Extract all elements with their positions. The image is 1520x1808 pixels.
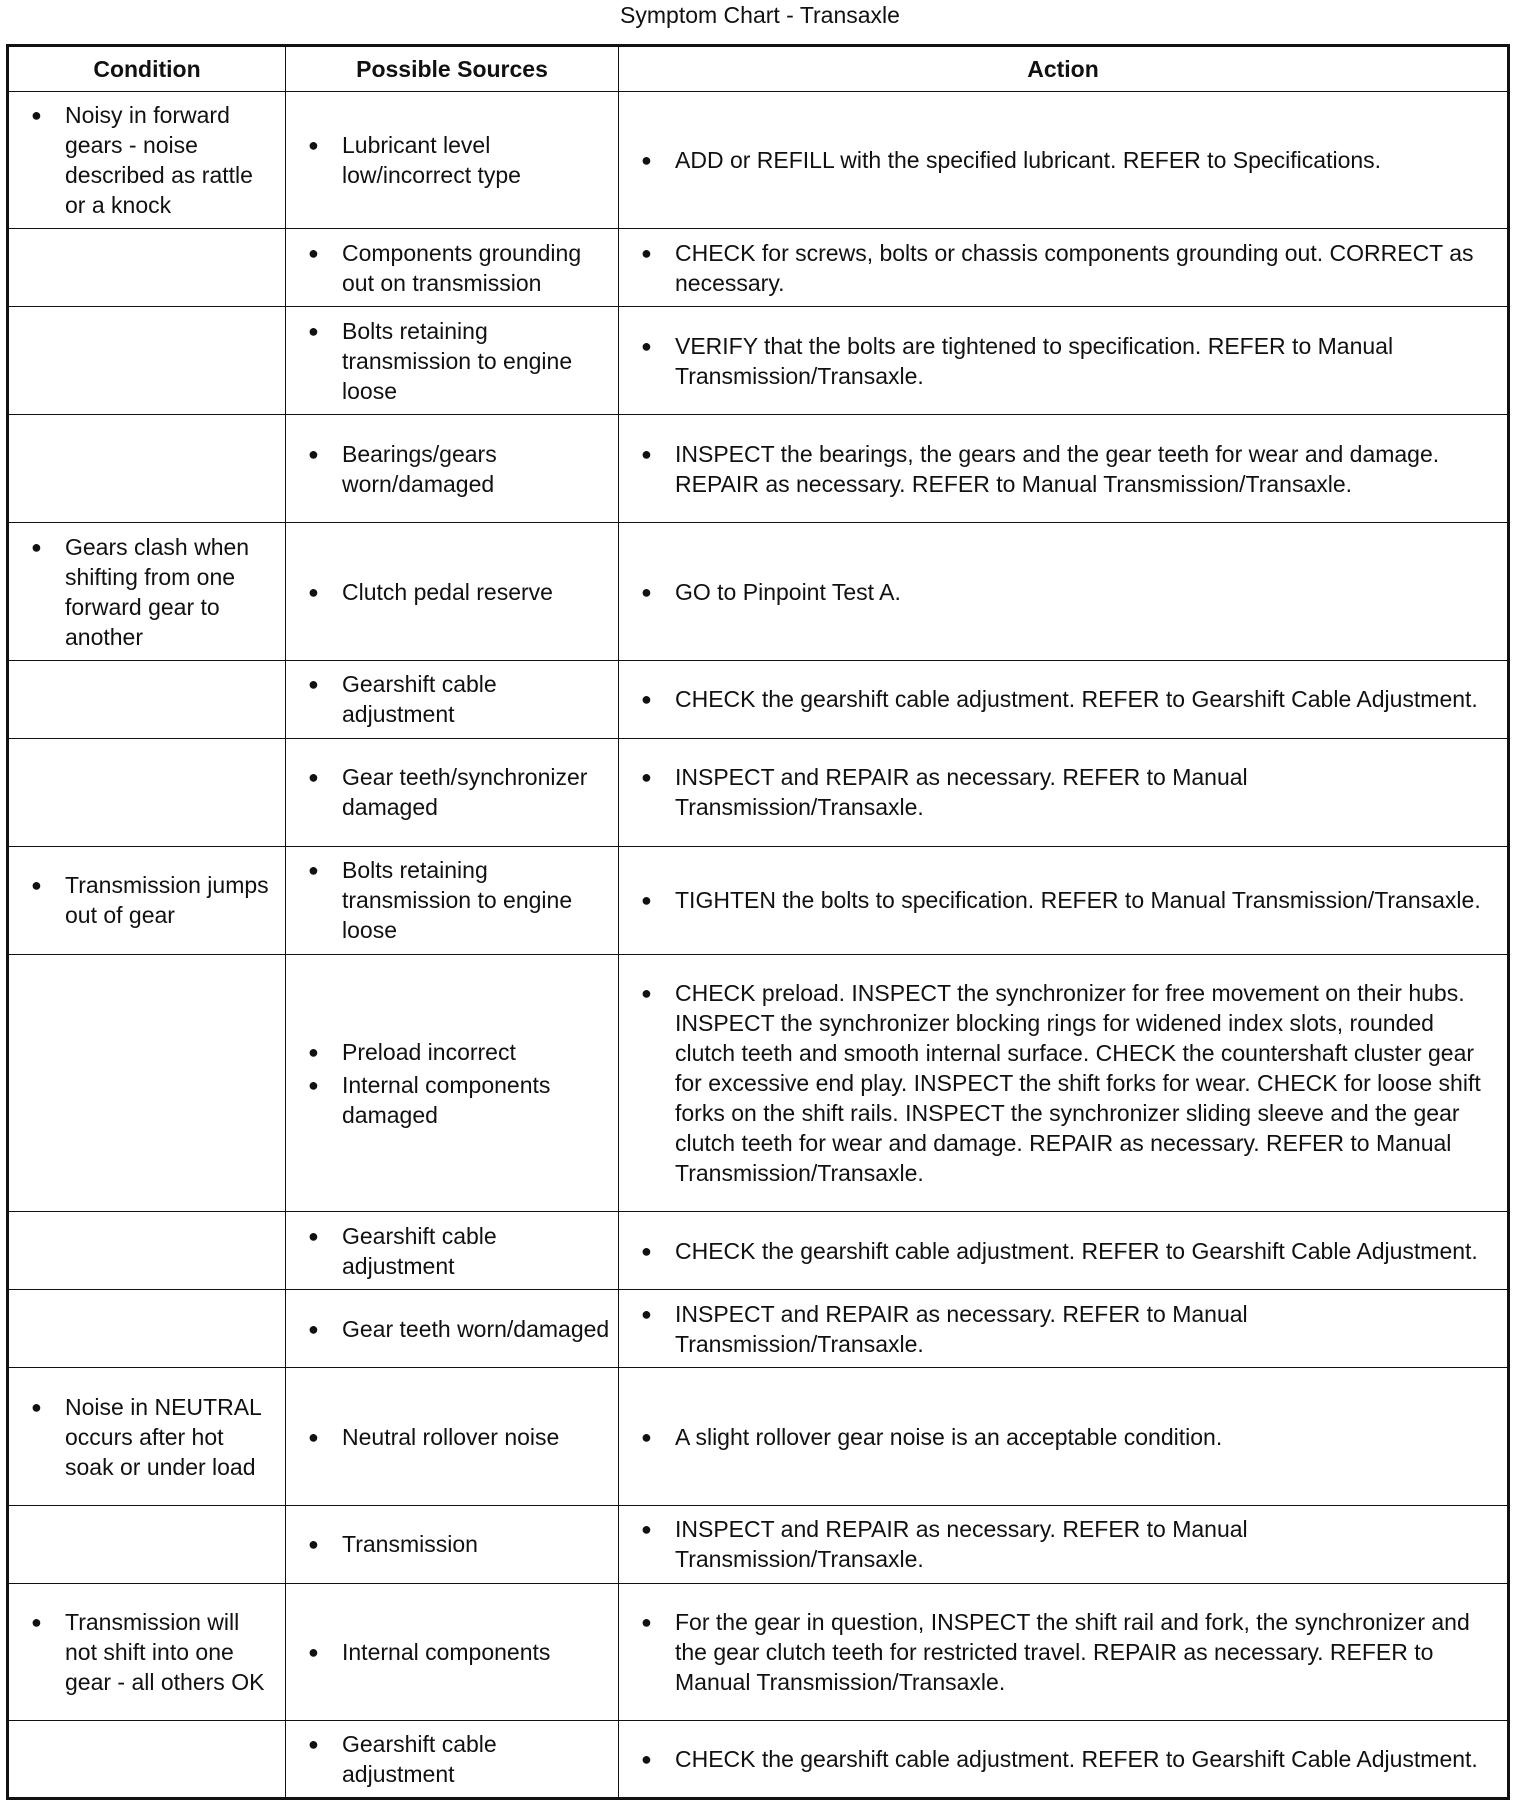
- sources-cell: [286, 1505, 619, 1583]
- condition-text: ● Noisy in forward gears - noise described as rattle or a knock: [9, 100, 277, 220]
- table-row: [8, 229, 1509, 307]
- source-item: ● Bolts retaining transmission to engine loose: [286, 316, 610, 406]
- action-cell: [619, 660, 1509, 738]
- sources-cell: [286, 307, 619, 415]
- header-condition: Condition: [8, 46, 286, 92]
- table-row: [8, 846, 1509, 954]
- action-text: ● CHECK the gearshift cable adjustment. REFER to Gearshift Cable Adjustment.: [619, 684, 1499, 714]
- table-row: [8, 307, 1509, 415]
- condition-cell: [8, 1505, 286, 1583]
- condition-cell: [8, 738, 286, 846]
- condition-cell: [8, 954, 286, 1211]
- table-row: [8, 523, 1509, 660]
- sources-cell: [286, 738, 619, 846]
- action-text: ● ADD or REFILL with the specified lubricant. REFER to Specifications.: [619, 145, 1499, 175]
- action-cell: [619, 1212, 1509, 1290]
- condition-cell: [8, 1720, 286, 1798]
- condition-text: ● Transmission will not shift into one gear - all others OK: [9, 1607, 277, 1697]
- action-text: ● CHECK the gearshift cable adjustment. REFER to Gearshift Cable Adjustment.: [619, 1236, 1499, 1266]
- action-text: ● INSPECT and REPAIR as necessary. REFER to Manual Transmission/Transaxle.: [619, 1299, 1499, 1359]
- source-item: ● Clutch pedal reserve: [286, 577, 610, 607]
- sources-cell: [286, 229, 619, 307]
- action-text: ● CHECK for screws, bolts or chassis components grounding out. CORRECT as necessary.: [619, 238, 1499, 298]
- source-item: ● Internal components: [286, 1637, 610, 1667]
- action-text: ● TIGHTEN the bolts to specification. REFER to Manual Transmission/Transaxle.: [619, 885, 1499, 915]
- table-row: [8, 1368, 1509, 1505]
- condition-cell: [8, 415, 286, 523]
- condition-cell: [8, 1583, 286, 1720]
- header-possible-sources: Possible Sources: [286, 46, 619, 92]
- sources-cell: [286, 954, 619, 1211]
- source-item: ● Neutral rollover noise: [286, 1422, 610, 1452]
- action-text: ● For the gear in question, INSPECT the shift rail and fork, the synchronizer and the gear clutch teeth for restricted travel. REPAIR as necessary. REFER to Manual Transmission/Transaxle.: [619, 1607, 1499, 1697]
- symptom-chart-table: [6, 44, 1510, 1800]
- table-row: [8, 1212, 1509, 1290]
- table-row: [8, 1720, 1509, 1798]
- action-cell: [619, 846, 1509, 954]
- condition-cell: [8, 307, 286, 415]
- sources-cell: [286, 1212, 619, 1290]
- action-text: ● VERIFY that the bolts are tightened to specification. REFER to Manual Transmission/Transaxle.: [619, 331, 1499, 391]
- action-cell: [619, 1290, 1509, 1368]
- sources-cell: [286, 660, 619, 738]
- condition-cell: [8, 523, 286, 660]
- sources-cell: [286, 92, 619, 229]
- condition-cell: [8, 1368, 286, 1505]
- action-text: ● INSPECT and REPAIR as necessary. REFER to Manual Transmission/Transaxle.: [619, 1514, 1499, 1574]
- condition-text: ● Transmission jumps out of gear: [9, 870, 277, 930]
- source-item: ● Gearshift cable adjustment: [286, 669, 610, 729]
- sources-cell: [286, 1720, 619, 1798]
- condition-text: ● Gears clash when shifting from one forward gear to another: [9, 532, 277, 652]
- action-text: ● CHECK preload. INSPECT the synchronizer for free movement on their hubs. INSPECT the synchronizer blocking rings for widened index slots, rounded clutch teeth and smooth internal surface. CHECK the countershaft cluster gear for excessive end play. INSPECT the shift forks for wear. CHECK for loose shift forks on the shift rails. INSPECT the synchronizer sliding sleeve and the gear clutch teeth for wear and damage. REPAIR as necessary. REFER to Manual Transmission/Transaxle.: [619, 978, 1499, 1188]
- source-item: ● Gearshift cable adjustment: [286, 1729, 610, 1789]
- condition-cell: [8, 1212, 286, 1290]
- sources-cell: [286, 415, 619, 523]
- action-cell: [619, 954, 1509, 1211]
- source-item: ● Transmission: [286, 1529, 610, 1559]
- table-row: [8, 415, 1509, 523]
- condition-cell: [8, 846, 286, 954]
- source-item: ● Gear teeth worn/damaged: [286, 1314, 610, 1344]
- action-cell: [619, 1368, 1509, 1505]
- table-row: [8, 954, 1509, 1211]
- source-item: ● Gear teeth/synchronizer damaged: [286, 762, 610, 822]
- source-item: ● Lubricant level low/incorrect type: [286, 130, 610, 190]
- sources-cell: [286, 1583, 619, 1720]
- table-header-row: [8, 46, 1509, 92]
- action-text: ● CHECK the gearshift cable adjustment. REFER to Gearshift Cable Adjustment.: [619, 1744, 1499, 1774]
- table-row: [8, 660, 1509, 738]
- sources-cell: [286, 1290, 619, 1368]
- table-row: [8, 1290, 1509, 1368]
- source-item: ● Bearings/gears worn/damaged: [286, 439, 610, 499]
- action-cell: [619, 738, 1509, 846]
- action-text: ● INSPECT and REPAIR as necessary. REFER to Manual Transmission/Transaxle.: [619, 762, 1499, 822]
- action-cell: [619, 1720, 1509, 1798]
- source-item: ● Preload incorrect: [286, 1037, 610, 1067]
- source-item: ● Components grounding out on transmission: [286, 238, 610, 298]
- source-item: ● Internal components damaged: [286, 1070, 610, 1130]
- header-action: Action: [619, 46, 1509, 92]
- condition-cell: [8, 92, 286, 229]
- source-item: ● Gearshift cable adjustment: [286, 1221, 610, 1281]
- condition-cell: [8, 229, 286, 307]
- action-cell: [619, 415, 1509, 523]
- action-cell: [619, 1505, 1509, 1583]
- action-text: ● GO to Pinpoint Test A.: [619, 577, 1499, 607]
- source-item: ● Bolts retaining transmission to engine loose: [286, 855, 610, 945]
- sources-cell: [286, 523, 619, 660]
- action-cell: [619, 307, 1509, 415]
- action-text: ● INSPECT the bearings, the gears and the gear teeth for wear and damage. REPAIR as necessary. REFER to Manual Transmission/Transaxle.: [619, 439, 1499, 499]
- table-row: [8, 1505, 1509, 1583]
- action-cell: [619, 1583, 1509, 1720]
- action-cell: [619, 523, 1509, 660]
- table-row: [8, 738, 1509, 846]
- action-text: ● A slight rollover gear noise is an acceptable condition.: [619, 1422, 1499, 1452]
- table-row: [8, 1583, 1509, 1720]
- condition-cell: [8, 660, 286, 738]
- sources-cell: [286, 1368, 619, 1505]
- action-cell: [619, 92, 1509, 229]
- condition-cell: [8, 1290, 286, 1368]
- table-row: [8, 92, 1509, 229]
- page-title: Symptom Chart - Transaxle: [620, 2, 900, 28]
- action-cell: [619, 229, 1509, 307]
- condition-text: ● Noise in NEUTRAL occurs after hot soak or under load: [9, 1392, 277, 1482]
- sources-cell: [286, 846, 619, 954]
